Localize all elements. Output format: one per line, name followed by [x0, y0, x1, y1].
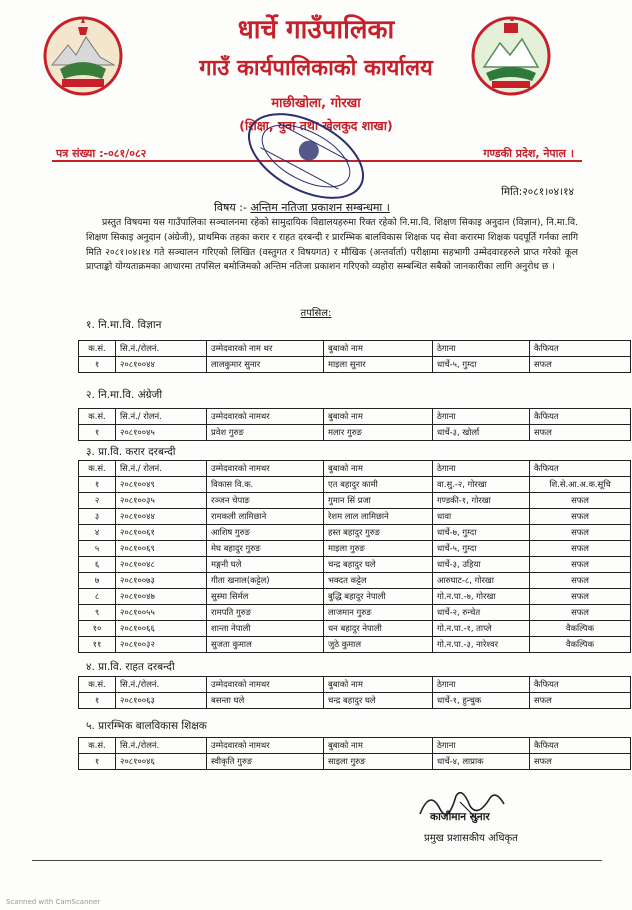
column-header: क.सं.	[79, 738, 116, 754]
column-header: सि.नं./ रोलनं.	[116, 461, 207, 477]
table-cell: सफल	[530, 493, 631, 509]
section-title: ३. प्रा.वि. करार दरबन्दी	[86, 446, 176, 458]
table-header-row	[79, 677, 631, 693]
letter-date: मिति:२०८१।०४।१४	[501, 186, 574, 198]
results-table	[78, 460, 631, 653]
table-row	[79, 589, 631, 605]
table-cell: चन्द्र बहादुर घले	[324, 693, 433, 709]
signatory-name: काजीमान सुनार	[430, 811, 490, 823]
table-cell: ५	[79, 541, 116, 557]
table-cell: चन्द्र बहादुर घले	[324, 557, 433, 573]
table-cell: साइला गुरुङ	[324, 754, 433, 770]
table-cell: आरुघाट-८, गोरखा	[433, 573, 530, 589]
column-header: सि.नं./ रोलनं.	[116, 409, 207, 425]
table-cell: बुद्धि बहादुर नेपाली	[324, 589, 433, 605]
table-cell: ११	[79, 637, 116, 653]
table-cell: बसन्ता घले	[207, 693, 324, 709]
column-header: उम्मेदवारको नामथर	[207, 738, 324, 754]
signatory-title: प्रमुख प्रशासकीय अधिकृत	[424, 833, 518, 844]
table-cell: विकास वि.क.	[207, 477, 324, 493]
table-cell: सफल	[530, 693, 631, 709]
table-cell: सुजता कुमाल	[207, 637, 324, 653]
table-cell: २०८१००६६	[116, 621, 207, 637]
table-cell: २	[79, 493, 116, 509]
table-cell: रामपति गुरुङ	[207, 605, 324, 621]
column-header: कैफियत	[530, 409, 631, 425]
table-cell: गुमान सिं प्रजा	[324, 493, 433, 509]
table-row	[79, 637, 631, 653]
table-cell: वैकल्पिक	[530, 637, 631, 653]
column-header: ठेगाना	[433, 738, 530, 754]
table-cell: वैकल्पिक	[530, 621, 631, 637]
table-row	[79, 754, 631, 770]
table-cell: सफल	[530, 525, 631, 541]
table-cell: सफल	[530, 573, 631, 589]
table-row	[79, 621, 631, 637]
table-cell: जुठे कुमाल	[324, 637, 433, 653]
table-cell: २०८१००७३	[116, 573, 207, 589]
subject-label: विषय :-	[214, 201, 247, 214]
table-cell: १	[79, 754, 116, 770]
table-header-row	[79, 738, 631, 754]
table-cell: सफल	[530, 541, 631, 557]
municipality-name: धार्चे गाउँपालिका	[237, 15, 395, 45]
scanner-watermark: Scanned with CamScanner	[6, 898, 101, 906]
table-cell: रेशम लाल लामिछाने	[324, 509, 433, 525]
table-cell: आशिष गुरुङ	[207, 525, 324, 541]
table-cell: सुस्मा सिर्मल	[207, 589, 324, 605]
table-cell: ९	[79, 605, 116, 621]
section-title: ५. प्रारम्भिक बालविकास शिक्षक	[86, 720, 207, 732]
table-cell: सफल	[530, 425, 631, 441]
table-cell: धावा	[433, 509, 530, 525]
table-cell: गो.न.पा.-१, ताप्ले	[433, 621, 530, 637]
table-cell: सफल	[530, 509, 631, 525]
column-header: ठेगाना	[433, 409, 530, 425]
column-header: बुबाको नाम	[324, 677, 433, 693]
table-cell: गीता खनाल(कट्टेल)	[207, 573, 324, 589]
table-cell: गो.न.पा.-३, नारेश्वर	[433, 637, 530, 653]
column-header: उम्मेदवारको नाम थर	[207, 341, 324, 357]
column-header: कैफियत	[530, 461, 631, 477]
table-cell: २०८१००६३	[116, 693, 207, 709]
table-cell: भक्दत कट्टेल	[324, 573, 433, 589]
table-cell: २०८१००४४	[116, 357, 207, 373]
branch-name: (शिक्षा, युवा तथा खेलकुद शाखा)	[239, 118, 393, 133]
table-row	[79, 493, 631, 509]
column-header: बुबाको नाम	[324, 341, 433, 357]
table-row	[79, 541, 631, 557]
table-cell: २०८१००५५	[116, 605, 207, 621]
column-header: उम्मेदवारको नामथर	[207, 409, 324, 425]
table-cell: लाजमान गुरुङ	[324, 605, 433, 621]
column-header: ठेगाना	[433, 677, 530, 693]
table-cell: २०८१००४७	[116, 589, 207, 605]
table-cell: धार्चे-५, गुम्दा	[433, 357, 530, 373]
table-cell: २०८१००४५	[116, 425, 207, 441]
table-row	[79, 525, 631, 541]
table-cell: धार्चे-४, लाप्राक	[433, 754, 530, 770]
results-table	[78, 676, 631, 709]
table-cell: धन बहादुर नेपाली	[324, 621, 433, 637]
table-cell: हस्त बहादुर गुरुङ	[324, 525, 433, 541]
table-cell: २०८१००४९	[116, 477, 207, 493]
table-cell: स्वीकृति गुरुङ	[207, 754, 324, 770]
table-cell: शि.से.आ.अ.क.सूचि	[530, 477, 631, 493]
table-row	[79, 573, 631, 589]
column-header: सि.नं./रोलनं.	[116, 341, 207, 357]
column-header: उम्मेदवारको नामथर	[207, 461, 324, 477]
table-cell: शान्ता नेपाली	[207, 621, 324, 637]
table-cell: मलार गुरुङ	[324, 425, 433, 441]
results-table	[78, 340, 631, 373]
table-cell: मेघ बहादुर गुरुङ	[207, 541, 324, 557]
table-cell: २०८१००३५	[116, 493, 207, 509]
column-header: क.सं.	[79, 409, 116, 425]
table-cell: सफल	[530, 605, 631, 621]
table-header-row	[79, 461, 631, 477]
table-row	[79, 425, 631, 441]
column-header: कैफियत	[530, 738, 631, 754]
column-header: उम्मेदवारको नामथर	[207, 677, 324, 693]
table-cell: ८	[79, 589, 116, 605]
table-cell: २०८१००३२	[116, 637, 207, 653]
table-cell: सफल	[530, 589, 631, 605]
table-cell: धार्चे-५, गुम्दा	[433, 541, 530, 557]
table-row	[79, 557, 631, 573]
column-header: सि.नं./रोलनं.	[116, 738, 207, 754]
office-stamp-icon	[232, 110, 380, 202]
column-header: बुबाको नाम	[324, 738, 433, 754]
table-cell: धार्चे-२, रुन्चेत	[433, 605, 530, 621]
subject-value: अन्तिम नतिजा प्रकाशन सम्बन्धमा ।	[250, 201, 390, 214]
table-cell: १	[79, 425, 116, 441]
schedule-heading: तपसिल:	[300, 308, 332, 319]
column-header: बुबाको नाम	[324, 461, 433, 477]
table-cell: मङ्गनी घले	[207, 557, 324, 573]
table-row	[79, 605, 631, 621]
column-header: क.सं.	[79, 677, 116, 693]
reference-number: पत्र संख्या :-०८१/०८२	[56, 147, 147, 160]
footer-divider	[32, 860, 602, 861]
table-header-row	[79, 409, 631, 425]
column-header: कैफियत	[530, 677, 631, 693]
table-cell: ३	[79, 509, 116, 525]
table-cell: २०८१००४८	[116, 557, 207, 573]
section-title: २. नि.मा.वि. अंग्रेजी	[86, 389, 163, 401]
table-cell: धार्चे-३, उहिया	[433, 557, 530, 573]
table-cell: १	[79, 693, 116, 709]
table-cell: माइला सुनार	[324, 357, 433, 373]
column-header: ठेगाना	[433, 461, 530, 477]
table-cell: धार्चे-३, खोर्ला	[433, 425, 530, 441]
table-cell: सफल	[530, 357, 631, 373]
column-header: ठेगाना	[433, 341, 530, 357]
table-cell: एत बहादुर कामी	[324, 477, 433, 493]
table-cell: २०८१००६९	[116, 541, 207, 557]
letter-body: प्रस्तुत विषयमा यस गाउँपालिका सञ्चालनमा रहेको सामुदायिक विद्यालयहरुमा रिक्त रहेको नि.मा.वि. शिक्षण सिकाइ अनुदान (विज्ञान), नि.मा.वि. शिक्षण सिकाइ अनुदान (अंग्रेजी), प्राथमिक तहका करार र राहत दरबन्दी र प्रारम्भिक बालविकास शिक्षक पद सेवा करारमा शिक्षक पदपूर्ति गर्नका लागि मिति २०८१।०४।१४ गते सञ्चालन गरिएको लिखित (वस्तुगत र विषयगत) र मौखिक (अन्तर्वार्ता) परीक्षामा सहभागी उम्मेदवारहरुले प्राप्त गरेको कूल प्राप्ताङ्को योग्यताक्रमका आधारमा तपसिल बमोजिमको अन्तिम नतिजा प्रकाशन गरिएको व्यहोरा सम्बन्धित सबैको जानकारीका लागि अनुरोध छ ।	[86, 217, 578, 273]
table-cell: १०	[79, 621, 116, 637]
table-header-row	[79, 341, 631, 357]
table-cell: सफल	[530, 754, 631, 770]
table-cell: रामकली लामिछाने	[207, 509, 324, 525]
table-cell: रञ्जन चेपाङ	[207, 493, 324, 509]
table-cell: ७	[79, 573, 116, 589]
table-cell: २०८१००४४	[116, 509, 207, 525]
table-cell: सफल	[530, 557, 631, 573]
section-title: १. नि.मा.वि. विज्ञान	[86, 319, 162, 331]
table-cell: २०८१००४६	[116, 754, 207, 770]
table-cell: गण्डकी-१, गोरखा	[433, 493, 530, 509]
column-header: बुबाको नाम	[324, 409, 433, 425]
column-header: कैफियत	[530, 341, 631, 357]
results-table	[78, 737, 631, 770]
section-title: ४. प्रा.वि. राहत दरबन्दी	[86, 661, 175, 673]
subject-line	[214, 200, 390, 215]
table-cell: ६	[79, 557, 116, 573]
office-location: माछीखोला, गोरखा	[271, 96, 361, 111]
results-table	[78, 408, 631, 441]
table-cell: २०८१००६१	[116, 525, 207, 541]
table-cell: माइला गुरुङ	[324, 541, 433, 557]
table-cell: धार्चे-१, हुन्चुक	[433, 693, 530, 709]
table-row	[79, 477, 631, 493]
table-cell: १	[79, 477, 116, 493]
province-name: गण्डकी प्रदेश, नेपाल ।	[483, 147, 574, 160]
table-cell: ४	[79, 525, 116, 541]
column-header: सि.नं./रोलनं.	[116, 677, 207, 693]
office-name: गाउँ कार्यपालिकाको कार्यालय	[199, 56, 433, 81]
table-cell: १	[79, 357, 116, 373]
table-row	[79, 693, 631, 709]
table-cell: गो.न.पा.-७, गोरखा	[433, 589, 530, 605]
table-row	[79, 357, 631, 373]
column-header: क.सं.	[79, 341, 116, 357]
column-header: क.सं.	[79, 461, 116, 477]
table-row	[79, 509, 631, 525]
table-cell: धार्चे-७, गुम्दा	[433, 525, 530, 541]
table-cell: लालकुमार सुनार	[207, 357, 324, 373]
table-cell: प्रवेश गुरुङ	[207, 425, 324, 441]
table-cell: वा.सु.-२, गोरखा	[433, 477, 530, 493]
